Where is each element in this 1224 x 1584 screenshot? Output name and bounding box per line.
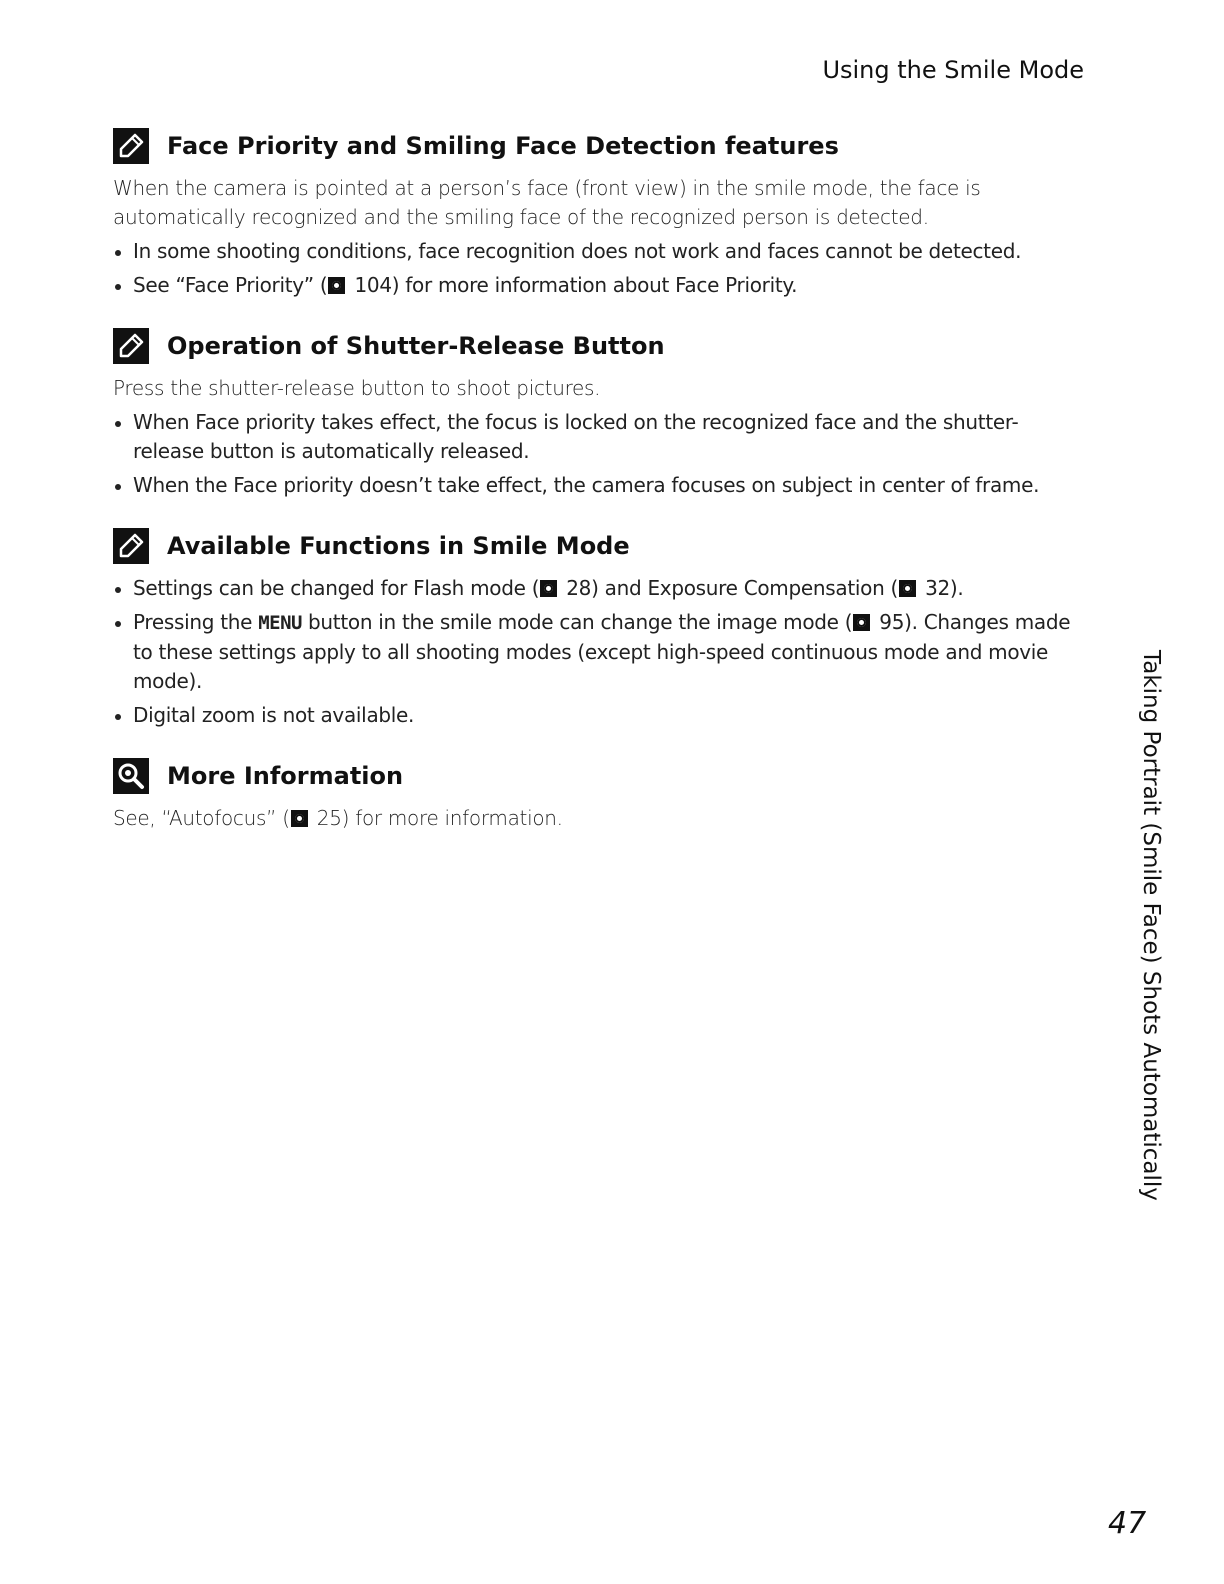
pencil-note-icon	[113, 128, 149, 164]
pencil-note-icon	[113, 328, 149, 364]
bullet-text: Pressing the	[133, 610, 259, 634]
section-heading	[113, 122, 1088, 170]
section-heading	[113, 322, 1088, 370]
section-heading	[113, 752, 1088, 800]
chapter-side-tab: Taking Portrait (Smile Face) Shots Automatically	[1138, 650, 1164, 1201]
bullet-text: 32).	[919, 576, 964, 600]
section-paragraph	[113, 804, 1088, 833]
list-item: When Face priority takes effect, the focus is locked on the recognized face and the shutter-release button is automatically released.	[113, 408, 1088, 466]
section-available-functions	[113, 522, 1088, 730]
page-reference-icon	[540, 580, 557, 597]
section-heading	[113, 522, 1088, 570]
bullet-text: 95). Changes made to these settings apply to all shooting modes (except high-speed continuous mode and movie mode).	[133, 610, 1071, 693]
page-reference-icon	[291, 810, 308, 827]
paragraph-text: 25) for more information.	[310, 806, 563, 830]
page-reference-icon	[328, 277, 345, 294]
running-header: Using the Smile Mode	[822, 56, 1084, 84]
list-item: Digital zoom is not available.	[113, 701, 1088, 730]
page-number: 47	[1108, 1506, 1147, 1541]
bullet-list	[113, 408, 1088, 500]
bullet-list	[113, 574, 1088, 730]
list-item: In some shooting conditions, face recognition does not work and faces cannot be detected.	[113, 237, 1088, 266]
list-item: When the Face priority doesn’t take effect, the camera focuses on subject in center of frame.	[113, 471, 1088, 500]
magnifier-info-icon	[113, 758, 149, 794]
section-shutter-release	[113, 322, 1088, 500]
paragraph-text: See, “Autofocus” (	[113, 806, 290, 830]
list-item	[113, 271, 1088, 300]
page-reference-icon	[853, 614, 870, 631]
menu-button-label: MENU	[258, 612, 302, 634]
page-content	[113, 122, 1088, 855]
page-reference-icon	[899, 580, 916, 597]
section-title: Available Functions in Smile Mode	[167, 532, 630, 560]
pencil-note-icon	[113, 528, 149, 564]
bullet-text: button in the smile mode can change the image mode (	[301, 610, 853, 634]
section-face-priority	[113, 122, 1088, 300]
section-title: Face Priority and Smiling Face Detection features	[167, 132, 839, 160]
bullet-text: 104) for more information about Face Priority.	[348, 273, 798, 297]
list-item	[113, 608, 1088, 696]
bullet-text: 28) and Exposure Compensation (	[560, 576, 899, 600]
bullet-text: See “Face Priority” (	[133, 273, 328, 297]
section-more-information	[113, 752, 1088, 833]
bullet-list	[113, 237, 1088, 300]
section-paragraph: Press the shutter-release button to shoot pictures.	[113, 376, 601, 400]
section-title: More Information	[167, 762, 404, 790]
section-title: Operation of Shutter-Release Button	[167, 332, 665, 360]
section-paragraph: When the camera is pointed at a person’s face (front view) in the smile mode, the face is automatically recognized and the smiling face of the recognized person is detected.	[113, 176, 981, 229]
bullet-text: Settings can be changed for Flash mode (	[133, 576, 540, 600]
list-item	[113, 574, 1088, 603]
